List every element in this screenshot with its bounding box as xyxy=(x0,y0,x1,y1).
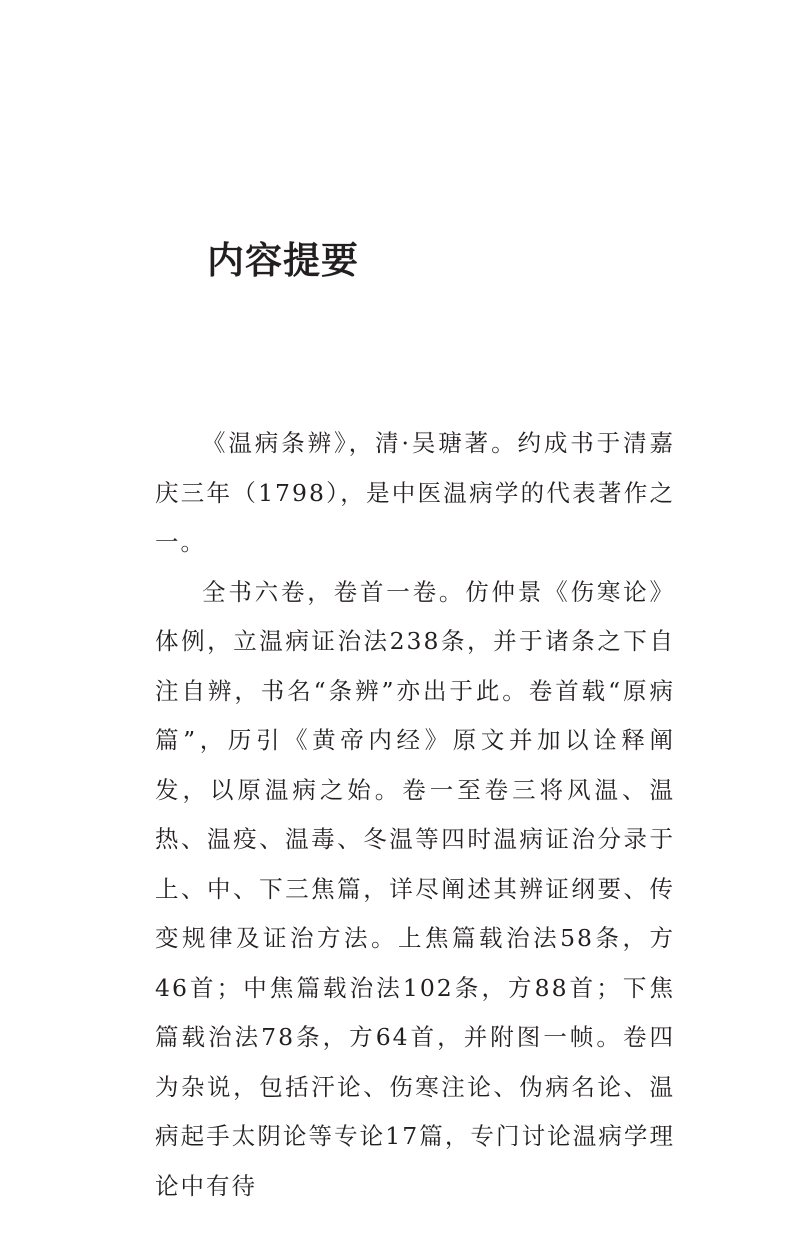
paragraph-intro: 《温病条辨》，清·吴瑭著。约成书于清嘉庆三年（1798），是中医温病学的代表著作之一。 xyxy=(155,429,675,556)
summary-body xyxy=(155,419,675,1211)
page-title: 内容提要 xyxy=(207,238,359,282)
paragraph-contents: 全书六卷，卷首一卷。仿仲景《伤寒论》体例，立温病证治法238条，并于诸条之下自注自辨，书名“条辨”亦出于此。卷首载“原病篇”，历引《黄帝内经》原文并加以诠释阐发，以原温病之始。卷一至卷三将风温、温热、温疫、温毒、冬温等四时温病证治分录于上、中、下三焦篇，详尽阐述其辨证纲要、传变规律及证治方法。上焦篇载治法58条，方46首；中焦篇载治法102条，方88首；下焦篇载治法78条，方64首，并附图一帧。卷四为杂说，包括汗论、伤寒注论、伪病名论、温病起手太阴论等专论17篇，专门讨论温病学理论中有待 xyxy=(155,577,675,1200)
